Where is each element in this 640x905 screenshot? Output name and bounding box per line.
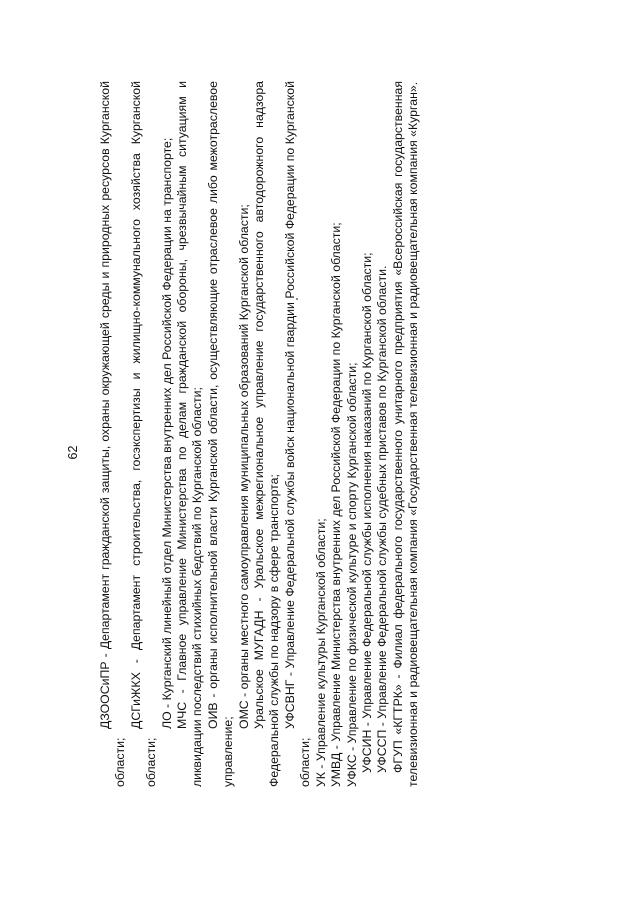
abbreviation-entry-oms: ОМС - органы местного самоуправления муниципальных образований Курганской области; (236, 204, 251, 729)
abbreviation-entry-ufks: УФКС - Управление по физической культуре и спорту Курганской области; (344, 362, 359, 787)
abbreviation-entry-uk: УК - Управление культуры Курганской области; (313, 518, 328, 787)
abbreviation-entry-dzoosipr: ДЗООСиПР - Департамент гражданской защиты, охраны окружающей среды и природных ресурсов Курганской области; (98, 81, 128, 787)
abbreviation-entry-umvd: УМВД - Управление Министерства внутренних дел Российской Федерации по Курганской области; (329, 222, 344, 787)
abbreviation-entry-fgup-kgtrk: ФГУП «КГТРК» - Филиал федерального государственного унитарного предприятия «Всероссийская государственная телевизионная и радиовещательная компания «Государственная телевизионная и радиовещательная компания «Курган». (390, 81, 421, 787)
abbreviation-entry-mugadn: Уральское МУГАДН - Уральское межрегиональное управление государственного автодорожного надзора Федеральной службы по надзору в сфере транспорта; (252, 81, 282, 787)
abbreviation-entry-ufsvng: УФСВНГ - Управление Федеральной службы войск национальной гвардии Российской Федерации по Курганской области; (282, 81, 313, 787)
abbreviation-entry-dsgizhkh: ДСГиЖКХ - Департамент строительства, госэкспертизы и жилищно-коммунального хозяйства Курганской области; (128, 81, 159, 787)
abbreviation-entry-lo: ЛО - Курганский линейный отдел Министерства внутренних дел Российской Федерации на транспорте; (159, 137, 174, 729)
abbreviation-list (98, 81, 422, 787)
abbreviation-entry-ufssp: УФССП - Управление Федеральной службы судебных приставов по Курганской области. (375, 265, 390, 773)
abbreviation-entry-oiv: ОИВ - органы исполнительной власти Курганской области, осуществляющие отраслевое либо межотраслевое управление; (205, 81, 236, 787)
abbreviation-entry-ufsin: УФСИН - Управление Федеральной службы исполнения наказаний по Курганской области; (359, 252, 374, 773)
page-number: 62 (66, 445, 80, 460)
abbreviation-entry-mchs: МЧС - Главное управление Министерства по делам гражданской обороны, чрезвычайным ситуациям и ликвидации последствий стихийных бедствий по Курганской области; (175, 81, 205, 787)
